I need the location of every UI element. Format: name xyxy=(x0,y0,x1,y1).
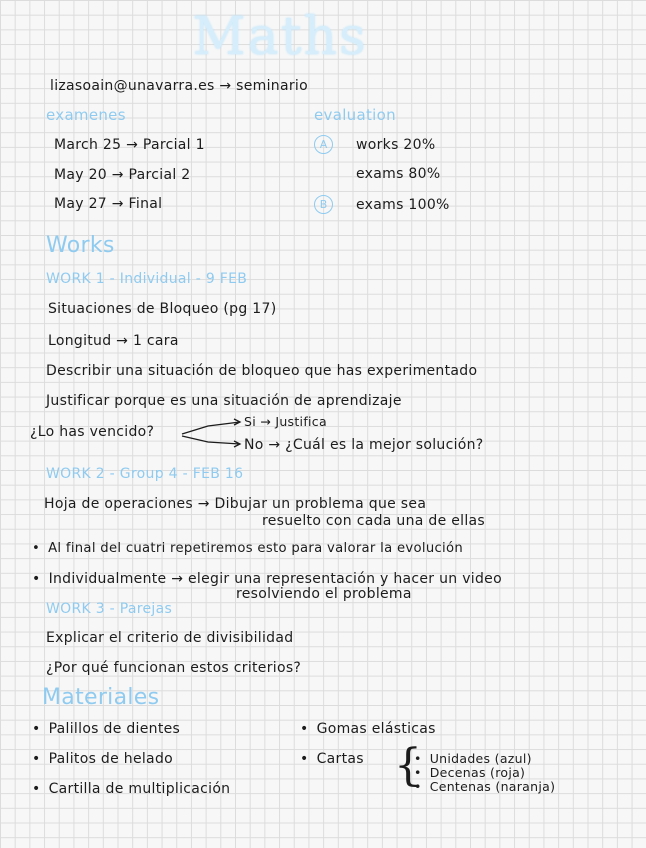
work2-line: resuelto con cada una de ellas xyxy=(262,513,486,529)
brace-icon: { xyxy=(394,740,422,791)
evaluation-heading: evaluation xyxy=(314,106,396,124)
work1-no: No → ¿Cuál es la mejor solución? xyxy=(244,437,484,453)
work1-line: Justificar porque es una situación de aprendizaje xyxy=(46,393,402,409)
evaluation-line: exams 80% xyxy=(356,166,441,182)
work2-line: resolviendo el problema xyxy=(236,586,412,602)
work2-heading: WORK 2 - Group 4 - FEB 16 xyxy=(46,466,244,482)
material-item: • Cartas xyxy=(300,750,364,768)
work2-bullet: • Individualmente → elegir una representación y hacer un video xyxy=(32,570,502,588)
work2-bullet: • Al final del cuatri repetiremos esto para valorar la evolución xyxy=(32,540,463,558)
option-b-badge: B xyxy=(314,195,333,214)
exam-item: May 20 → Parcial 2 xyxy=(54,167,191,183)
branch-arrows-icon xyxy=(178,414,248,450)
work3-heading: WORK 3 - Parejas xyxy=(46,601,173,617)
evaluation-line: works 20% xyxy=(356,137,436,153)
cartas-item: • Decenas (roja) xyxy=(414,766,525,780)
materiales-heading: Materiales xyxy=(42,685,160,710)
work1-heading: WORK 1 - Individual - 9 FEB xyxy=(46,271,248,287)
work1-line: Longitud → 1 cara xyxy=(48,333,179,349)
work1-line: Situaciones de Bloqueo (pg 17) xyxy=(48,301,277,317)
work3-line: ¿Por qué funcionan estos criterios? xyxy=(46,660,302,676)
material-item: • Palitos de helado xyxy=(32,750,173,768)
examenes-heading: examenes xyxy=(46,106,126,124)
material-item: • Gomas elásticas xyxy=(300,720,436,738)
work3-line: Explicar el criterio de divisibilidad xyxy=(46,630,294,646)
email-line: lizasoain@unavarra.es → seminario xyxy=(50,78,308,94)
material-item: • Palillos de dientes xyxy=(32,720,180,738)
cartas-item: • Centenas (naranja) xyxy=(414,780,555,794)
works-heading: Works xyxy=(46,233,115,258)
material-item: • Cartilla de multiplicación xyxy=(32,780,230,798)
exam-item: March 25 → Parcial 1 xyxy=(54,137,205,153)
work1-question: ¿Lo has vencido? xyxy=(30,424,155,440)
option-a-badge: A xyxy=(314,135,333,154)
evaluation-line: exams 100% xyxy=(356,197,450,213)
cartas-item: • Unidades (azul) xyxy=(414,752,532,766)
work2-line: Hoja de operaciones → Dibujar un problema que sea xyxy=(44,496,427,512)
exam-item: May 27 → Final xyxy=(54,196,163,212)
work1-yes: Si → Justifica xyxy=(244,414,327,429)
work1-line: Describir una situación de bloqueo que has experimentado xyxy=(46,363,478,379)
page-title: Maths xyxy=(192,7,368,67)
